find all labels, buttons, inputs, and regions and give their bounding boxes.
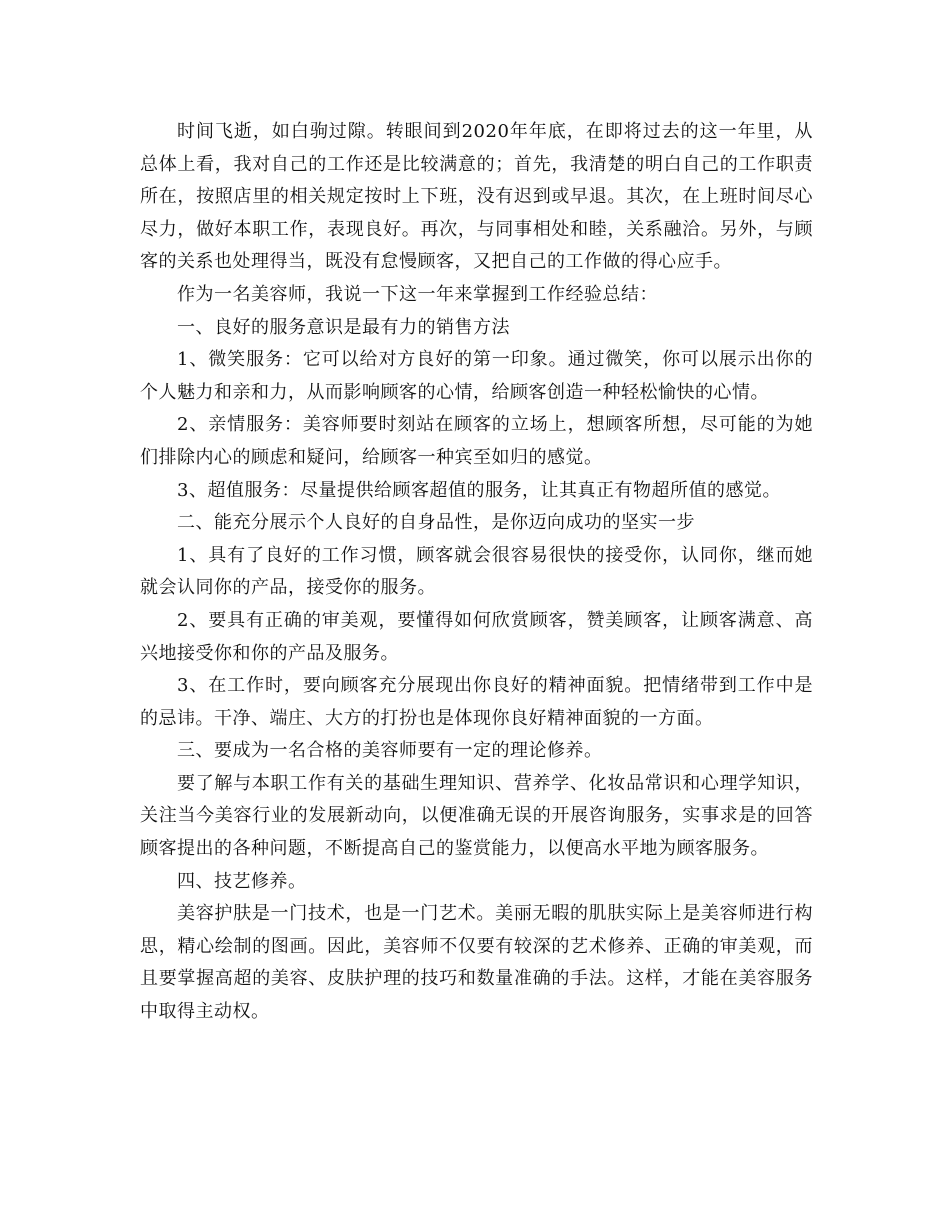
list-item: 1、微笑服务：它可以给对方良好的第一印象。通过微笑，你可以展示出你的个人魅力和亲和力，从而影响顾客的心情，给顾客创造一种轻松愉快的心情。 [140,349,813,403]
list-item: 3、在工作时，要向顾客充分展现出你良好的精神面貌。把情绪带到工作中是的忌讳。干净、端庄、大方的打扮也是体现你良好精神面貌的一方面。 [140,675,813,729]
intro-paragraph: 时间飞逝，如白驹过隙。转眼间到2020年年底，在即将过去的这一年里，从总体上看，我对自己的工作还是比较满意的；首先，我清楚的明白自己的工作职责所在，按照店里的相关规定按时上下班，没有迟到或早退。其次，在上班时间尽心尽力，做好本职工作，表现良好。再次，与同事相处和睦，关系融洽。另外，与顾客的关系也处理得当，既没有怠慢顾客，又把自己的工作做的得心应手。 [140,121,813,273]
section-heading-2: 二、能充分展示个人良好的自身品性，是你迈向成功的坚实一步 [177,512,695,534]
summary-intro: 作为一名美容师，我说一下这一年来掌握到工作经验总结： [177,283,658,305]
body-paragraph: 美容护肤是一门技术，也是一门艺术。美丽无暇的肌肤实际上是美容师进行构思，精心绘制的图画。因此，美容师不仅要有较深的艺术修养、正确的审美观，而且要掌握高超的美容、皮肤护理的技巧和数量准确的手法。这样，才能在美容服务中取得主动权。 [140,903,813,1023]
section-heading-4: 四、技艺修养。 [177,870,307,892]
list-item: 3、超值服务：尽量提供给顾客超值的服务，让其真正有物超所值的感觉。 [177,479,781,501]
section-heading-1: 一、良好的服务意识是最有力的销售方法 [177,316,510,338]
list-item: 2、要具有正确的审美观，要懂得如何欣赏顾客，赞美顾客，让顾客满意、高兴地接受你和你的产品及服务。 [140,609,813,664]
section-heading-3: 三、要成为一名合格的美容师要有一定的理论修养。 [177,740,603,762]
list-item: 1、具有了良好的工作习惯，顾客就会很容易很快的接受你，认同你，继而她就会认同你的产品，接受你的服务。 [140,544,813,599]
body-paragraph: 要了解与本职工作有关的基础生理知识、营养学、化妆品常识和心理学知识，关注当今美容行业的发展新动向，以便准确无误的开展咨询服务，实事求是的回答顾客提出的各种问题，不断提高自己的鉴赏能力，以便高水平地为顾客服务。 [140,772,813,860]
list-item: 2、亲情服务：美容师要时刻站在顾客的立场上，想顾客所想，尽可能的为她们排除内心的顾虑和疑问，给顾客一种宾至如归的感觉。 [140,414,813,468]
document-body [140,116,813,1029]
